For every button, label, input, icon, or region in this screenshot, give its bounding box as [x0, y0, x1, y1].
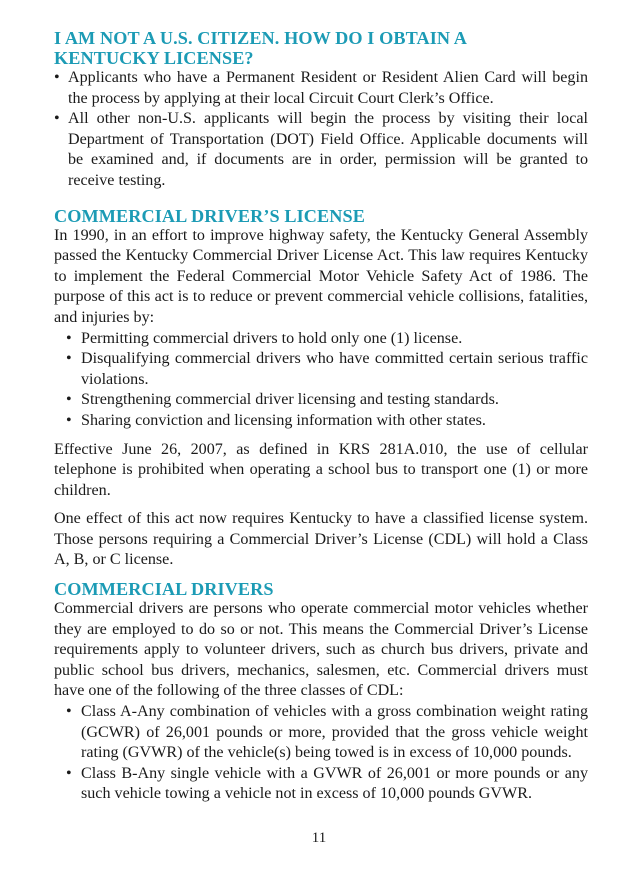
- cdl-intro-paragraph: In 1990, in an effort to improve highway safety, the Kentucky General Assembly passed the Kentucky Commercial Driver License Act. This law requires Kentucky to implement the Federal Commercial Motor Vehicle Safety Act of 1986. The purpose of this act is to reduce or prevent commercial vehicle collisions, fatalities, and injuries by:: [54, 226, 588, 326]
- list-item-text: Permitting commercial drivers to hold only one (1) license.: [81, 329, 463, 347]
- list-item: [54, 764, 588, 805]
- document-page: [54, 28, 588, 805]
- list-item: [54, 390, 588, 411]
- list-item: [54, 68, 588, 109]
- bullet-icon: •: [54, 110, 60, 128]
- list-item: [54, 109, 588, 191]
- bullet-icon: •: [66, 350, 72, 368]
- list-item-text: Applicants who have a Permanent Resident or Resident Alien Card will begin the process by applying at their local Circuit Court Clerk’s Office.: [68, 69, 588, 107]
- list-item: [54, 329, 588, 350]
- list-item-text: All other non-U.S. applicants will begin the process by visiting their local Department of Transportation (DOT) Field Office. Applicable documents will be examined and, if documents are in order, permission will be granted to receive testing.: [68, 110, 588, 189]
- bullet-icon: •: [54, 69, 60, 86]
- citizen-bullet-list: [54, 68, 588, 192]
- bullet-icon: •: [66, 391, 72, 409]
- cdl-heading: COMMERCIAL DRIVER’S LICENSE: [54, 205, 365, 226]
- cdl-class-list: [54, 702, 588, 805]
- list-item-text: Class A-Any combination of vehicles with a gross combination weight rating (GCWR) of 26,001 pounds or more, provided that the gross vehicle weight rating (GVWR) of the vehicle(s) being towed is in excess of 10,000 pounds.: [81, 703, 588, 762]
- list-item: [54, 349, 588, 390]
- list-item-text: Strengthening commercial driver licensing and testing standards.: [81, 391, 499, 409]
- bullet-icon: •: [66, 411, 72, 429]
- list-item-text: Disqualifying commercial drivers who have committed certain serious traffic violations.: [81, 350, 588, 388]
- list-item: [54, 411, 588, 432]
- bullet-icon: •: [66, 703, 72, 721]
- list-item-text: Class B-Any single vehicle with a GVWR of 26,001 or more pounds or any such vehicle towing a vehicle not in excess of 10,000 pounds GVWR.: [81, 764, 588, 803]
- citizen-heading: [54, 28, 588, 68]
- bullet-icon: •: [66, 329, 72, 347]
- list-item: [54, 702, 588, 764]
- cellular-paragraph: Effective June 26, 2007, as defined in KRS 281A.010, the use of cellular telephone is prohibited when operating a school bus to transport one (1) or more children.: [54, 440, 588, 499]
- citizen-heading-line1: I AM NOT A U.S. CITIZEN. HOW DO I OBTAIN A: [54, 28, 468, 48]
- cdl-bullet-list: [54, 329, 588, 432]
- classified-license-paragraph: One effect of this act now requires Kentucky to have a classified license system. Those persons requiring a Commercial Driver’s License (CDL) will hold a Class A, B, or C license.: [54, 510, 588, 569]
- citizen-heading-line2: KENTUCKY LICENSE?: [54, 48, 254, 68]
- commercial-drivers-heading: COMMERCIAL DRIVERS: [54, 579, 274, 600]
- bullet-icon: •: [66, 764, 72, 782]
- page-number: 11: [311, 830, 327, 846]
- commercial-drivers-paragraph: Commercial drivers are persons who operate commercial motor vehicles whether they are employed to do so or not. This means the Commercial Driver’s License requirements apply to volunteer drivers, such as church bus drivers, private and public school bus drivers, mechanics, salesmen, etc. Commercial drivers must have one of the following of the three classes of CDL:: [54, 600, 588, 700]
- list-item-text: Sharing conviction and licensing information with other states.: [81, 411, 486, 429]
